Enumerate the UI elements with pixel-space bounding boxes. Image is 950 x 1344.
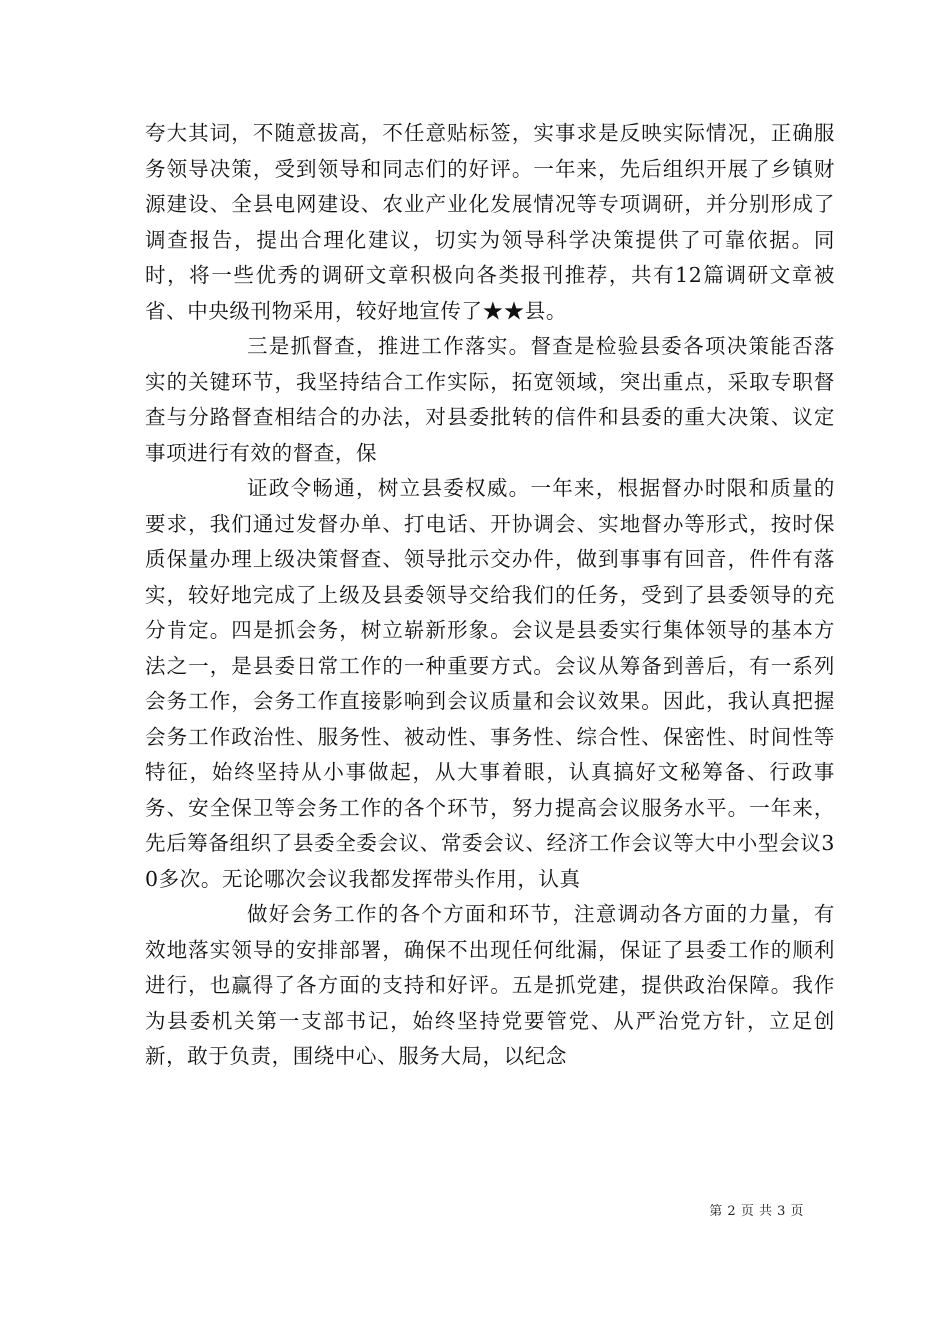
paragraph-supervision: 三是抓督查，推进工作落实。督查是检验县委各项决策能否落实的关键环节，我坚持结合工作实际，拓宽领域，突出重点，采取专职督查与分路督查相结合的办法，对县委批转的信件和县委的重大决策、议定事项进行有效的督查，保 [145, 334, 835, 465]
document-body [145, 116, 835, 1075]
page-number-footer: 第 2 页 共 3 页 [709, 1204, 804, 1219]
paragraph-research-summary: 夸大其词，不随意拔高，不任意贴标签，实事求是反映实际情况，正确服务领导决策，受到领导和同志们的好评。一年来，先后组织开展了乡镇财源建设、全县电网建设、农业产业化发展情况等专项调研，并分别形成了调查报告，提出合理化建议，切实为领导科学决策提供了可靠依据。同时，将一些优秀的调研文章积极向各类报刊推荐，共有12篇调研文章被省、中央级刊物采用，较好地宣传了★★县。 [145, 121, 835, 323]
paragraph-meetings: 证政令畅通，树立县委权威。一年来，根据督办时限和质量的要求，我们通过发督办单、打电话、开协调会、实地督办等形式，按时保质保量办理上级决策督查、领导批示交办件，做到事事有回音，件件有落实，较好地完成了上级及县委领导交给我们的任务，受到了县委领导的充分肯定。四是抓会务，树立崭新形象。会议是县委实行集体领导的基本方法之一，是县委日常工作的一种重要方式。会议从筹备到善后，有一系列会务工作，会务工作直接影响到会议质量和会议效果。因此，我认真把握会务工作政治性、服务性、被动性、事务性、综合性、保密性、时间性等特征，始终坚持从小事做起，从大事着眼，认真搞好文秘筹备、行政事务、安全保卫等会务工作的各个环节，努力提高会议服务水平。一年来，先后筹备组织了县委全委会议、常委会议、经济工作会议等大中小型会议30多次。无论哪次会议我都发挥带头作用，认真 [145, 476, 835, 891]
paragraph-party-building: 做好会务工作的各个方面和环节，注意调动各方面的力量，有效地落实领导的安排部署，确保不出现任何纰漏，保证了县委工作的顺利进行，也赢得了各方面的支持和好评。五是抓党建，提供政治保障。我作为县委机关第一支部书记，始终坚持党要管党、从严治党方针，立足创新，敢于负责，围绕中心、服务大局，以纪念 [145, 902, 835, 1068]
